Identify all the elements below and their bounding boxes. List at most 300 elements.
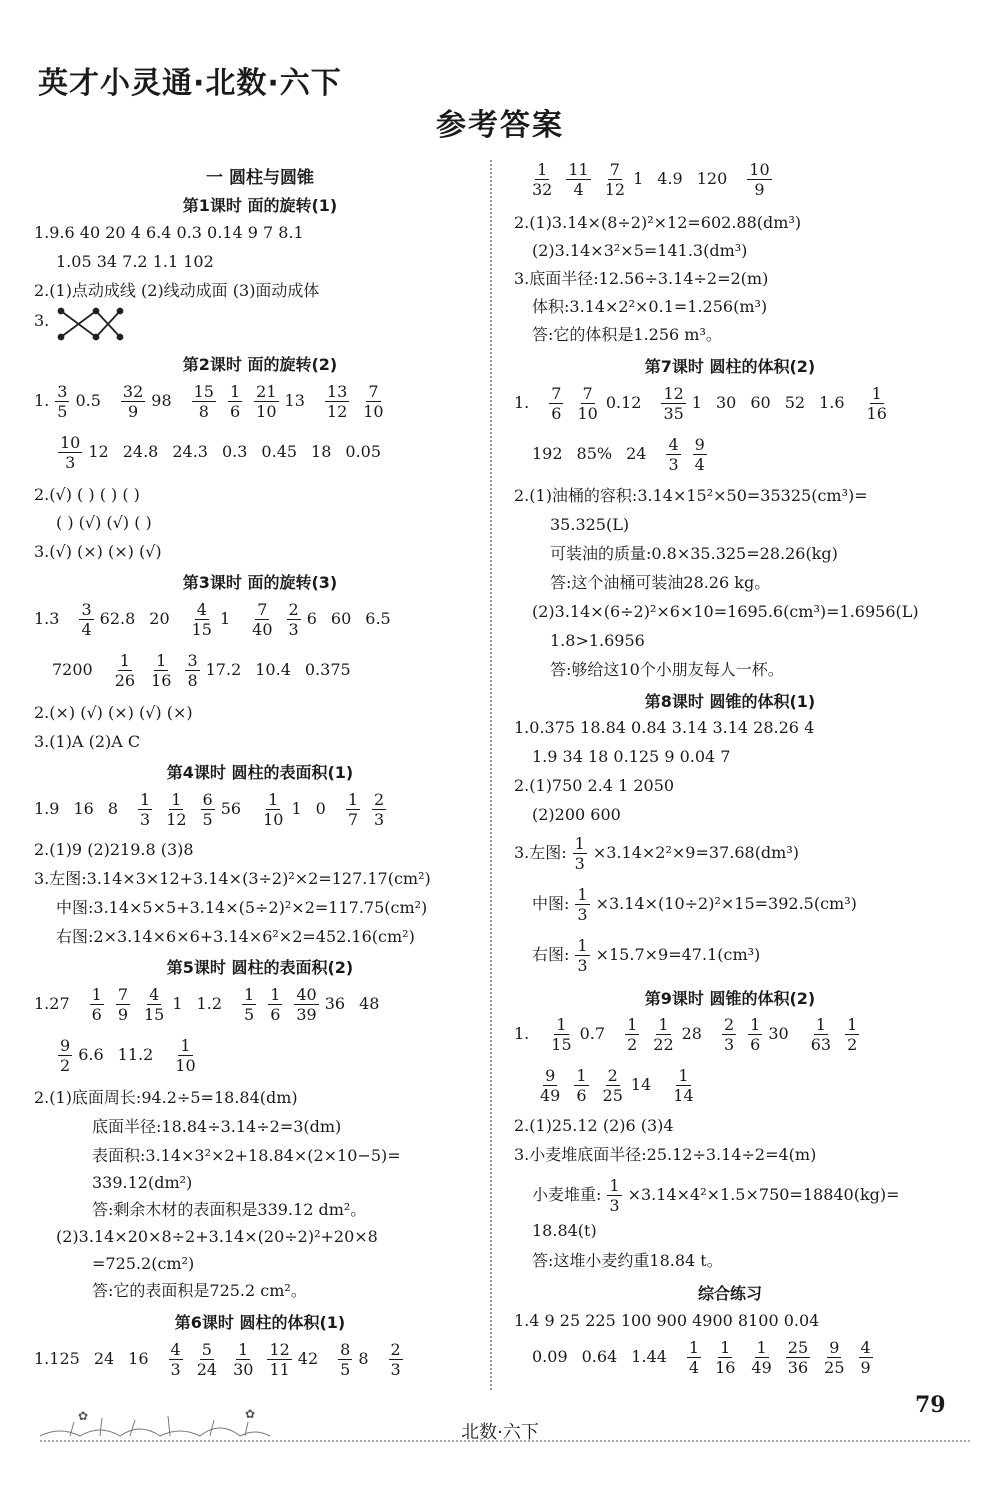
fraction-denominator: 6: [91, 1005, 102, 1024]
fraction-denominator: 9: [127, 402, 139, 421]
fraction-denominator: 5: [57, 402, 68, 421]
answer-line: 可装油的质量:0.8×35.325=28.26(kg): [550, 544, 838, 563]
footer-subject: 北数·六下: [461, 1422, 539, 1443]
answer-value: 6.5: [365, 609, 391, 628]
fraction: [55, 382, 69, 421]
answer-value: 0.09: [532, 1347, 568, 1366]
lesson-2-heading: 第2课时 面的旋转(2): [182, 355, 338, 374]
fraction-denominator: 35: [663, 404, 684, 423]
answer-line: =725.2(cm²): [92, 1254, 195, 1273]
fraction-denominator: 8: [198, 402, 209, 421]
answer-value: 24: [93, 1349, 115, 1368]
answer-line: 底面半径:18.84÷3.14÷2=3(dm): [92, 1117, 342, 1136]
fraction-numerator: 1: [576, 1066, 587, 1085]
answer-value: 6: [306, 609, 317, 628]
answer-row: [52, 651, 365, 690]
fraction-numerator: 1: [871, 384, 882, 403]
answer-line: 表面积:3.14×3²×2+18.84×(2×10−5)=: [92, 1146, 401, 1165]
fraction-denominator: 3: [577, 905, 588, 924]
fraction-numerator: 11: [568, 160, 589, 179]
answer-row: [34, 600, 405, 639]
fraction: [575, 384, 599, 423]
fraction-numerator: 1: [847, 1015, 858, 1034]
fraction: [651, 1015, 675, 1054]
answer-row: [34, 790, 392, 829]
answer-row: [514, 384, 895, 423]
fraction-numerator: 1: [678, 1066, 689, 1085]
answer-row: [532, 1066, 702, 1105]
answer-line: 2.(1)底面周长:94.2÷5=18.84(dm): [34, 1088, 298, 1107]
fraction-denominator: 10: [256, 402, 277, 421]
fraction: [822, 1338, 846, 1377]
fraction-numerator: 1: [268, 790, 279, 809]
answer-value: 1.: [514, 393, 530, 412]
fraction: [169, 1340, 183, 1379]
answer-label: 中图:: [532, 894, 570, 913]
fraction-numerator: 4: [170, 1340, 181, 1359]
lesson-1-heading: 第1课时 面的旋转(1): [182, 196, 338, 215]
fraction-denominator: 3: [668, 455, 679, 474]
fraction-denominator: 3: [390, 1360, 401, 1379]
fraction-denominator: 3: [170, 1360, 181, 1379]
fraction-denominator: 2: [60, 1056, 71, 1075]
fraction: [338, 1340, 352, 1379]
fraction: [79, 600, 93, 639]
fraction-denominator: 26: [114, 671, 136, 690]
answer-value: 1.44: [631, 1347, 667, 1366]
fraction: [603, 160, 627, 199]
fraction-denominator: 40: [252, 620, 273, 639]
fraction-numerator: 2: [607, 1066, 618, 1085]
answer-value: 0.375: [304, 660, 351, 679]
answer-value: 1.9: [34, 799, 60, 818]
answer-expression: ×3.14×2²×9=37.68(dm³): [592, 843, 799, 862]
fraction-numerator: 9: [694, 435, 705, 454]
answer-line: [514, 834, 799, 873]
fraction: [325, 382, 349, 421]
fraction-denominator: 4: [81, 620, 92, 639]
fraction: [113, 651, 137, 690]
fraction-numerator: 7: [609, 160, 620, 179]
answer-value: 1.: [514, 1024, 530, 1043]
answer-value: 28: [681, 1024, 702, 1043]
answer-line: 2.(1)25.12 (2)6 (3)4: [514, 1116, 674, 1135]
fraction: [268, 985, 282, 1024]
fraction: [687, 1338, 701, 1377]
fraction-numerator: 25: [787, 1338, 809, 1357]
fraction: [574, 1066, 588, 1105]
fraction-numerator: 40: [296, 985, 317, 1004]
answer-line: 答:剩余木材的表面积是339.12 dm²。: [92, 1200, 367, 1219]
answer-value: 24: [626, 444, 647, 463]
lesson-5-heading: 第5课时 圆柱的表面积(2): [166, 958, 354, 977]
answer-value: 42: [297, 1349, 319, 1368]
fraction: [267, 1340, 291, 1379]
answer-value: 13: [284, 391, 305, 410]
fraction: [142, 985, 166, 1024]
column-divider: [490, 160, 492, 1390]
fraction-denominator: 49: [751, 1358, 772, 1377]
lesson-9-heading: 第9课时 圆锥的体积(2): [644, 989, 816, 1008]
fraction: [748, 1015, 762, 1054]
answer-expression: ×3.14×4²×1.5×750=18840(kg)=: [627, 1185, 900, 1204]
fraction-one-third: [573, 834, 587, 873]
answer-value: 8: [107, 799, 118, 818]
lesson-7-heading: 第7课时 圆柱的体积(2): [644, 357, 816, 376]
lesson-6-heading: 第6课时 圆柱的体积(1): [174, 1313, 346, 1332]
fraction-denominator: 39: [296, 1005, 317, 1024]
answer-value: 120: [696, 169, 728, 188]
answer-value: 1: [291, 799, 302, 818]
fraction: [192, 382, 216, 421]
fraction-one-third: [607, 1176, 621, 1215]
answer-value: 0.05: [345, 442, 382, 461]
fraction-denominator: 6: [750, 1035, 761, 1054]
fraction-denominator: 8: [187, 671, 198, 690]
fraction-numerator: 3: [57, 382, 68, 401]
fraction-numerator: 1: [270, 985, 281, 1004]
fraction-denominator: 3: [723, 1035, 735, 1054]
fraction: [138, 790, 152, 829]
fraction-numerator: 8: [340, 1340, 351, 1359]
fraction-denominator: 10: [363, 402, 384, 421]
fraction-numerator: 12: [269, 1340, 290, 1359]
fraction-numerator: 1: [156, 651, 167, 670]
fraction-denominator: 3: [609, 1196, 620, 1215]
fraction: [287, 600, 301, 639]
answer-line: 3.(1)A (2)A C: [34, 732, 141, 751]
fraction-denominator: 4: [688, 1358, 700, 1377]
fraction: [250, 600, 274, 639]
fraction-denominator: 5: [202, 810, 213, 829]
answer-value: 62.8: [99, 609, 136, 628]
fraction: [786, 1338, 810, 1377]
fraction-denominator: 3: [65, 453, 76, 472]
answer-line: (2)200 600: [532, 805, 621, 824]
fraction: [601, 1066, 625, 1105]
svg-text:✿: ✿: [78, 1409, 89, 1423]
answer-line: (2)3.14×3²×5=141.3(dm³): [532, 241, 748, 260]
fraction-numerator: 1: [577, 885, 588, 904]
answer-line: 2.(×) (√) (×) (√) (×): [34, 703, 193, 722]
answer-value: 16: [73, 799, 94, 818]
answer-value: 11.2: [117, 1045, 154, 1064]
answer-value: 10.4: [255, 660, 291, 679]
answer-value: 1.2: [196, 994, 222, 1013]
answer-line: 右图:2×3.14×6×6+3.14×6²×2=452.16(cm²): [56, 927, 415, 946]
answer-line: 3.(√) (×) (×) (√): [34, 542, 162, 561]
fraction-numerator: 1: [140, 790, 151, 809]
fraction: [566, 160, 590, 199]
fraction-numerator: 1: [688, 1338, 700, 1357]
fraction-numerator: 7: [551, 384, 562, 403]
fraction: [164, 790, 188, 829]
fraction-numerator: 13: [326, 382, 348, 401]
fraction-denominator: 4: [573, 180, 584, 199]
answer-line: 3.小麦堆底面半径:25.12÷3.14÷2=4(m): [514, 1145, 817, 1164]
fraction-denominator: 6: [229, 402, 241, 421]
comprehensive-practice-heading: 综合练习: [697, 1284, 762, 1303]
fraction-denominator: 30: [233, 1360, 254, 1379]
answer-value: 52: [784, 393, 806, 412]
answer-value: 56: [220, 799, 242, 818]
fraction-denominator: 15: [191, 620, 212, 639]
answer-value: 1.125: [34, 1349, 80, 1368]
answer-value: 18: [311, 442, 332, 461]
answer-line: 3.左图:3.14×3×12+3.14×(3÷2)²×2=127.17(cm²): [34, 869, 431, 888]
answer-line: 1.8>1.6956: [550, 631, 645, 650]
fraction: [173, 1036, 197, 1075]
fraction-numerator: 1: [347, 790, 359, 809]
answer-value: 1.6: [819, 393, 845, 412]
answer-line: 答:这堆小麦约重18.84 t。: [532, 1251, 723, 1270]
answer-value: 0: [315, 799, 326, 818]
fraction-numerator: 2: [374, 790, 385, 809]
answer-line: 1.0.375 18.84 0.84 3.14 3.14 28.26 4: [514, 718, 815, 737]
fraction-denominator: 3: [374, 810, 385, 829]
fraction: [294, 985, 318, 1024]
fraction: [346, 790, 360, 829]
fraction: [228, 382, 242, 421]
fraction: [538, 1066, 562, 1105]
fraction-numerator: 5: [201, 1340, 212, 1359]
fraction-denominator: 24: [196, 1360, 218, 1379]
fraction-denominator: 3: [288, 620, 299, 639]
fraction-denominator: 12: [604, 180, 626, 199]
answer-value: 0.7: [579, 1024, 606, 1043]
fraction: [372, 790, 386, 829]
fraction-denominator: 6: [551, 404, 562, 423]
fraction-denominator: 3: [577, 956, 588, 975]
answer-expression: ×3.14×(10÷2)²×15=392.5(cm³): [595, 894, 857, 913]
answer-line: [532, 1176, 900, 1215]
answer-expression: ×15.7×9=47.1(cm³): [595, 945, 761, 964]
answer-row: [532, 1338, 879, 1377]
fraction-denominator: 11: [269, 1360, 290, 1379]
answer-line: 中图:3.14×5×5+3.14×(5÷2)²×2=117.75(cm²): [56, 898, 428, 917]
answer-value: 1.27: [34, 994, 70, 1013]
answer-value: 6.6: [78, 1045, 104, 1064]
fraction-numerator: 9: [60, 1036, 71, 1055]
fraction-denominator: 4: [694, 455, 705, 474]
fraction: [195, 1340, 219, 1379]
answer-row: [34, 985, 393, 1024]
answer-row: [34, 382, 392, 421]
fraction: [201, 790, 215, 829]
fraction-denominator: 9: [754, 180, 765, 199]
answer-value: 0.3: [221, 442, 248, 461]
answer-value: 1.3: [34, 609, 60, 628]
fraction: [693, 435, 707, 474]
fraction-numerator: 1: [229, 382, 241, 401]
fraction-denominator: 16: [866, 404, 887, 423]
unit-title: 一 圆柱与圆锥: [206, 168, 314, 188]
answer-row: [52, 1036, 204, 1075]
fraction-numerator: 3: [187, 651, 198, 670]
fraction: [121, 382, 145, 421]
fraction-numerator: 2: [723, 1015, 735, 1034]
answer-value: 1: [172, 994, 183, 1013]
answer-line: 答:它的表面积是725.2 cm²。: [92, 1281, 307, 1300]
fraction-numerator: 15: [193, 382, 214, 401]
fraction-denominator: 32: [532, 180, 553, 199]
answer-line: 2.(1)750 2.4 1 2050: [514, 776, 675, 795]
answer-value: 60: [750, 393, 771, 412]
answer-line: 2.(1)9 (2)219.8 (3)8: [34, 840, 194, 859]
answer-value: 1: [633, 169, 644, 188]
fraction-numerator: 1: [815, 1015, 826, 1034]
fraction: [231, 1340, 255, 1379]
page-number: 79: [915, 1392, 946, 1418]
fraction-numerator: 12: [663, 384, 684, 403]
fraction-numerator: 4: [196, 600, 207, 619]
fraction: [859, 1338, 873, 1377]
fraction-one-third: [575, 885, 589, 924]
fraction: [845, 1015, 859, 1054]
answer-line: 2.(1)点动成线 (2)线动成面 (3)面动成体: [34, 281, 320, 300]
fraction-numerator: 7: [117, 985, 128, 1004]
answer-value: 16: [128, 1349, 149, 1368]
answer-value: 85%: [576, 444, 613, 463]
fraction: [625, 1015, 639, 1054]
matching-lines-diagram: [56, 306, 126, 342]
fraction: [530, 160, 554, 199]
fraction-one-third: [575, 936, 589, 975]
fraction-denominator: 25: [602, 1086, 623, 1105]
fraction: [666, 435, 680, 474]
answer-line: 体积:3.14×2²×0.1=1.256(m³): [532, 297, 768, 316]
fraction-numerator: 1: [756, 1338, 767, 1357]
fraction-numerator: 3: [81, 600, 92, 619]
answer-value: 0.64: [581, 1347, 618, 1366]
fraction: [713, 1338, 737, 1377]
answer-value: 30: [768, 1024, 789, 1043]
answer-value: 20: [149, 609, 170, 628]
answer-line: 答:它的体积是1.256 m³。: [532, 325, 722, 344]
fraction-denominator: 9: [860, 1358, 871, 1377]
answer-line: 2.(1)油桶的容积:3.14×15²×50=35325(cm³)=: [514, 486, 868, 505]
answer-line: 3.: [34, 311, 50, 330]
answer-value: 14: [630, 1075, 652, 1094]
fraction-numerator: 6: [202, 790, 213, 809]
answer-row: [524, 160, 778, 199]
answer-line: (2)3.14×(6÷2)²×6×10=1695.6(cm³)=1.6956(L): [532, 602, 919, 621]
fraction-denominator: 6: [576, 1086, 587, 1105]
fraction-denominator: 12: [326, 402, 348, 421]
fraction-denominator: 16: [715, 1358, 736, 1377]
answer-line: 339.12(dm²): [92, 1173, 193, 1192]
fraction-denominator: 3: [574, 854, 585, 873]
answer-value: 98: [151, 391, 172, 410]
answer-line: 3.底面半径:12.56÷3.14÷2=2(m): [514, 269, 769, 288]
fraction: [149, 651, 173, 690]
lesson-8-heading: 第8课时 圆锥的体积(1): [644, 692, 816, 711]
fraction: [722, 1015, 736, 1054]
fraction-numerator: 9: [545, 1066, 556, 1085]
fraction: [261, 790, 285, 829]
fraction-numerator: 10: [749, 160, 770, 179]
fraction-denominator: 6: [270, 1005, 281, 1024]
fraction-numerator: 1: [180, 1036, 191, 1055]
answer-label: 右图:: [532, 945, 570, 964]
fraction: [90, 985, 104, 1024]
fraction: [809, 1015, 833, 1054]
fraction-numerator: 1: [171, 790, 182, 809]
fraction-numerator: 1: [627, 1015, 638, 1034]
fraction-numerator: 7: [582, 384, 593, 403]
fraction-denominator: 15: [551, 1035, 572, 1054]
answer-value: 17.2: [205, 660, 242, 679]
fraction-denominator: 10: [263, 810, 284, 829]
answer-line: 18.84(t): [532, 1221, 597, 1240]
svg-text:✿: ✿: [245, 1408, 256, 1421]
fraction-numerator: 10: [60, 433, 81, 452]
answer-value: 24.3: [172, 442, 208, 461]
fraction: [185, 651, 199, 690]
answer-line: 答:够给这10个小朋友每人一杯。: [550, 660, 784, 679]
answer-label: 小麦堆重:: [532, 1185, 602, 1204]
fraction-numerator: 1: [537, 160, 548, 179]
fraction-denominator: 36: [787, 1358, 809, 1377]
answer-value: 4.9: [657, 169, 683, 188]
fraction: [549, 1015, 573, 1054]
fraction: [749, 1338, 773, 1377]
answer-title: 参考答案: [436, 108, 564, 143]
answer-line: [532, 936, 760, 975]
answer-line: 1.05 34 7.2 1.1 102: [56, 252, 214, 271]
fraction: [361, 382, 385, 421]
answer-row: [532, 435, 713, 474]
fraction-numerator: 2: [288, 600, 299, 619]
fraction-denominator: 7: [347, 810, 359, 829]
fraction: [865, 384, 889, 423]
fraction: [389, 1340, 403, 1379]
fraction-numerator: 1: [244, 985, 255, 1004]
fraction-numerator: 1: [574, 834, 585, 853]
answer-line: 答:这个油桶可装油28.26 kg。: [550, 573, 771, 592]
fraction: [661, 384, 685, 423]
answer-row: [52, 433, 395, 472]
fraction: [747, 160, 771, 199]
answer-line: 1.4 9 25 225 100 900 4900 8100 0.04: [514, 1311, 820, 1330]
answer-line: ( ) (√) (√) ( ): [56, 513, 152, 532]
answer-value: 0.12: [605, 393, 642, 412]
fraction-denominator: 49: [540, 1086, 561, 1105]
fraction-denominator: 15: [144, 1005, 165, 1024]
answer-value: 30: [715, 393, 737, 412]
fraction: [58, 1036, 72, 1075]
fraction: [549, 384, 563, 423]
fraction-denominator: 10: [175, 1056, 196, 1075]
fraction-numerator: 1: [750, 1015, 761, 1034]
question-number: 1.: [34, 391, 50, 410]
answer-line: 1.9 34 18 0.125 9 0.04 7: [532, 747, 731, 766]
answer-line: [532, 885, 857, 924]
fraction-denominator: 14: [673, 1086, 694, 1105]
fraction-numerator: 7: [368, 382, 379, 401]
fraction-numerator: 2: [390, 1340, 401, 1359]
fraction: [671, 1066, 695, 1105]
fraction-numerator: 32: [122, 382, 144, 401]
answer-value: 0.45: [261, 442, 298, 461]
fraction-denominator: 22: [653, 1035, 674, 1054]
book-title: 英才小灵通·北数·六下: [38, 66, 342, 101]
fraction-numerator: 7: [257, 600, 268, 619]
fraction: [190, 600, 214, 639]
fraction-denominator: 9: [117, 1005, 128, 1024]
answer-label: 3.左图:: [514, 843, 567, 862]
fraction-denominator: 10: [577, 404, 598, 423]
